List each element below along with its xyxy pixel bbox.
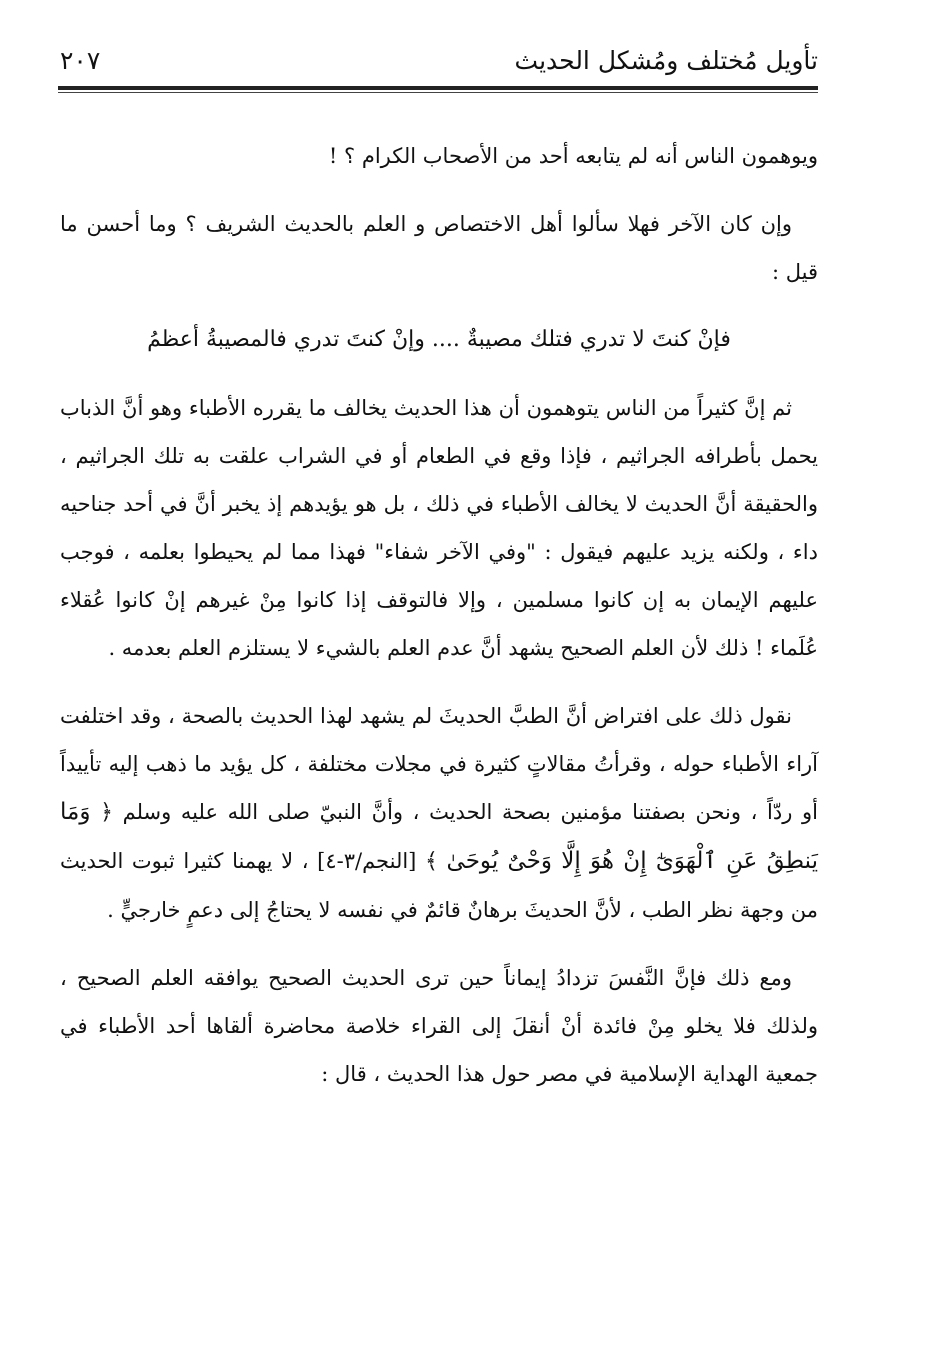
running-title: تأويل مُختلف ومُشكل الحديث xyxy=(514,46,818,75)
quran-verse: وَمَا يَنطِقُ عَنِ ٱلْهَوَىٰٓ إِنْ هُوَ إِلَّا وَحْىٌ يُوحَىٰ xyxy=(60,799,818,874)
paragraph-4-text-b: ، لا يهمنا كثيرا ثبوت الحديث من وجهة نظر الطب ، لأنَّ الحديثَ برهانٌ قائمٌ في نفسه لا يحتاجُ إلى دعمٍ خارجيٍّ . xyxy=(60,849,818,922)
paragraph-4 xyxy=(60,692,818,934)
header-rule-thin xyxy=(58,92,818,93)
paragraph-3: ثم إنَّ كثيراً من الناس يتوهمون أن هذا الحديث يخالف ما يقرره الأطباء وهو أنَّ الذباب يحمل بأطرافه الجراثيم ، فإذا وقع في الطعام أو في الشراب علقت به تلك الجراثيم ، والحقيقة أنَّ الحديث لا يخالف الأطباء في ذلك ، بل هو يؤيدهم إذ يخبر أنَّ في أحد جناحيه داء ، ولكنه يزيد عليهم فيقول : "وفي الآخر شفاء" فهذا مما لم يحيطوا بعلمه ، فوجب عليهم الإيمان به إن كانوا مسلمين ، وإلا فالتوقف إذا كانوا مِنْ غيرهم إنْ كانوا عُقلاء عُلَماء ! ذلك لأن العلم الصحيح يشهد أنَّ عدم العلم بالشيء لا يستلزم العلم بعدمه . xyxy=(60,396,818,660)
quran-reference: [النجم/٣-٤] xyxy=(317,849,417,873)
paragraph-4-text-a: نقول ذلك على افتراض أنَّ الطبَّ الحديثَ لم يشهد لهذا الحديث بالصحة ، وقد اختلفت آراء الأطباء حوله ، وقرأتُ مقالاتٍ كثيرة في مجلات مختلفة ، كل يؤيد ما ذهب إليه تأييداً أو ردّاً ، ونحن بصفتنا مؤمنين بصحة الحديث ، وأنَّ النبيّ صلى الله عليه وسلم xyxy=(60,704,818,824)
quran-bracket-open: ﴿ xyxy=(100,800,113,825)
paragraph-1: ويوهمون الناس أنه لم يتابعه أحد من الأصحاب الكرام ؟ ! xyxy=(328,144,818,168)
poetry-verse: فإنْ كنتَ لا تدري فتلك مصيبةٌ .... وإنْ كنتَ تدري فالمصيبةُ أعظمُ xyxy=(147,327,731,352)
body-text xyxy=(60,132,818,1098)
paragraph-2: وإن كان الآخر فهلا سألوا أهل الاختصاص و العلم بالحديث الشريف ؟ وما أحسن ما قيل : xyxy=(60,212,818,284)
page-number: ٢٠٧ xyxy=(60,46,101,75)
header-rule-thick xyxy=(58,86,818,90)
page-header xyxy=(60,42,818,82)
quran-bracket-close: ﴾ xyxy=(425,849,438,874)
paragraph-5: ومع ذلك فإنَّ النَّفسَ تزدادُ إيماناً حين ترى الحديث الصحيح يوافقه العلم الصحيح ، ولذلك فلا يخلو مِنْ فائدة أنْ أنقلَ إلى القراء خلاصة محاضرة ألقاها أحد الأطباء في جمعية الهداية الإسلامية في مصر حول هذا الحديث ، قال : xyxy=(60,966,818,1086)
